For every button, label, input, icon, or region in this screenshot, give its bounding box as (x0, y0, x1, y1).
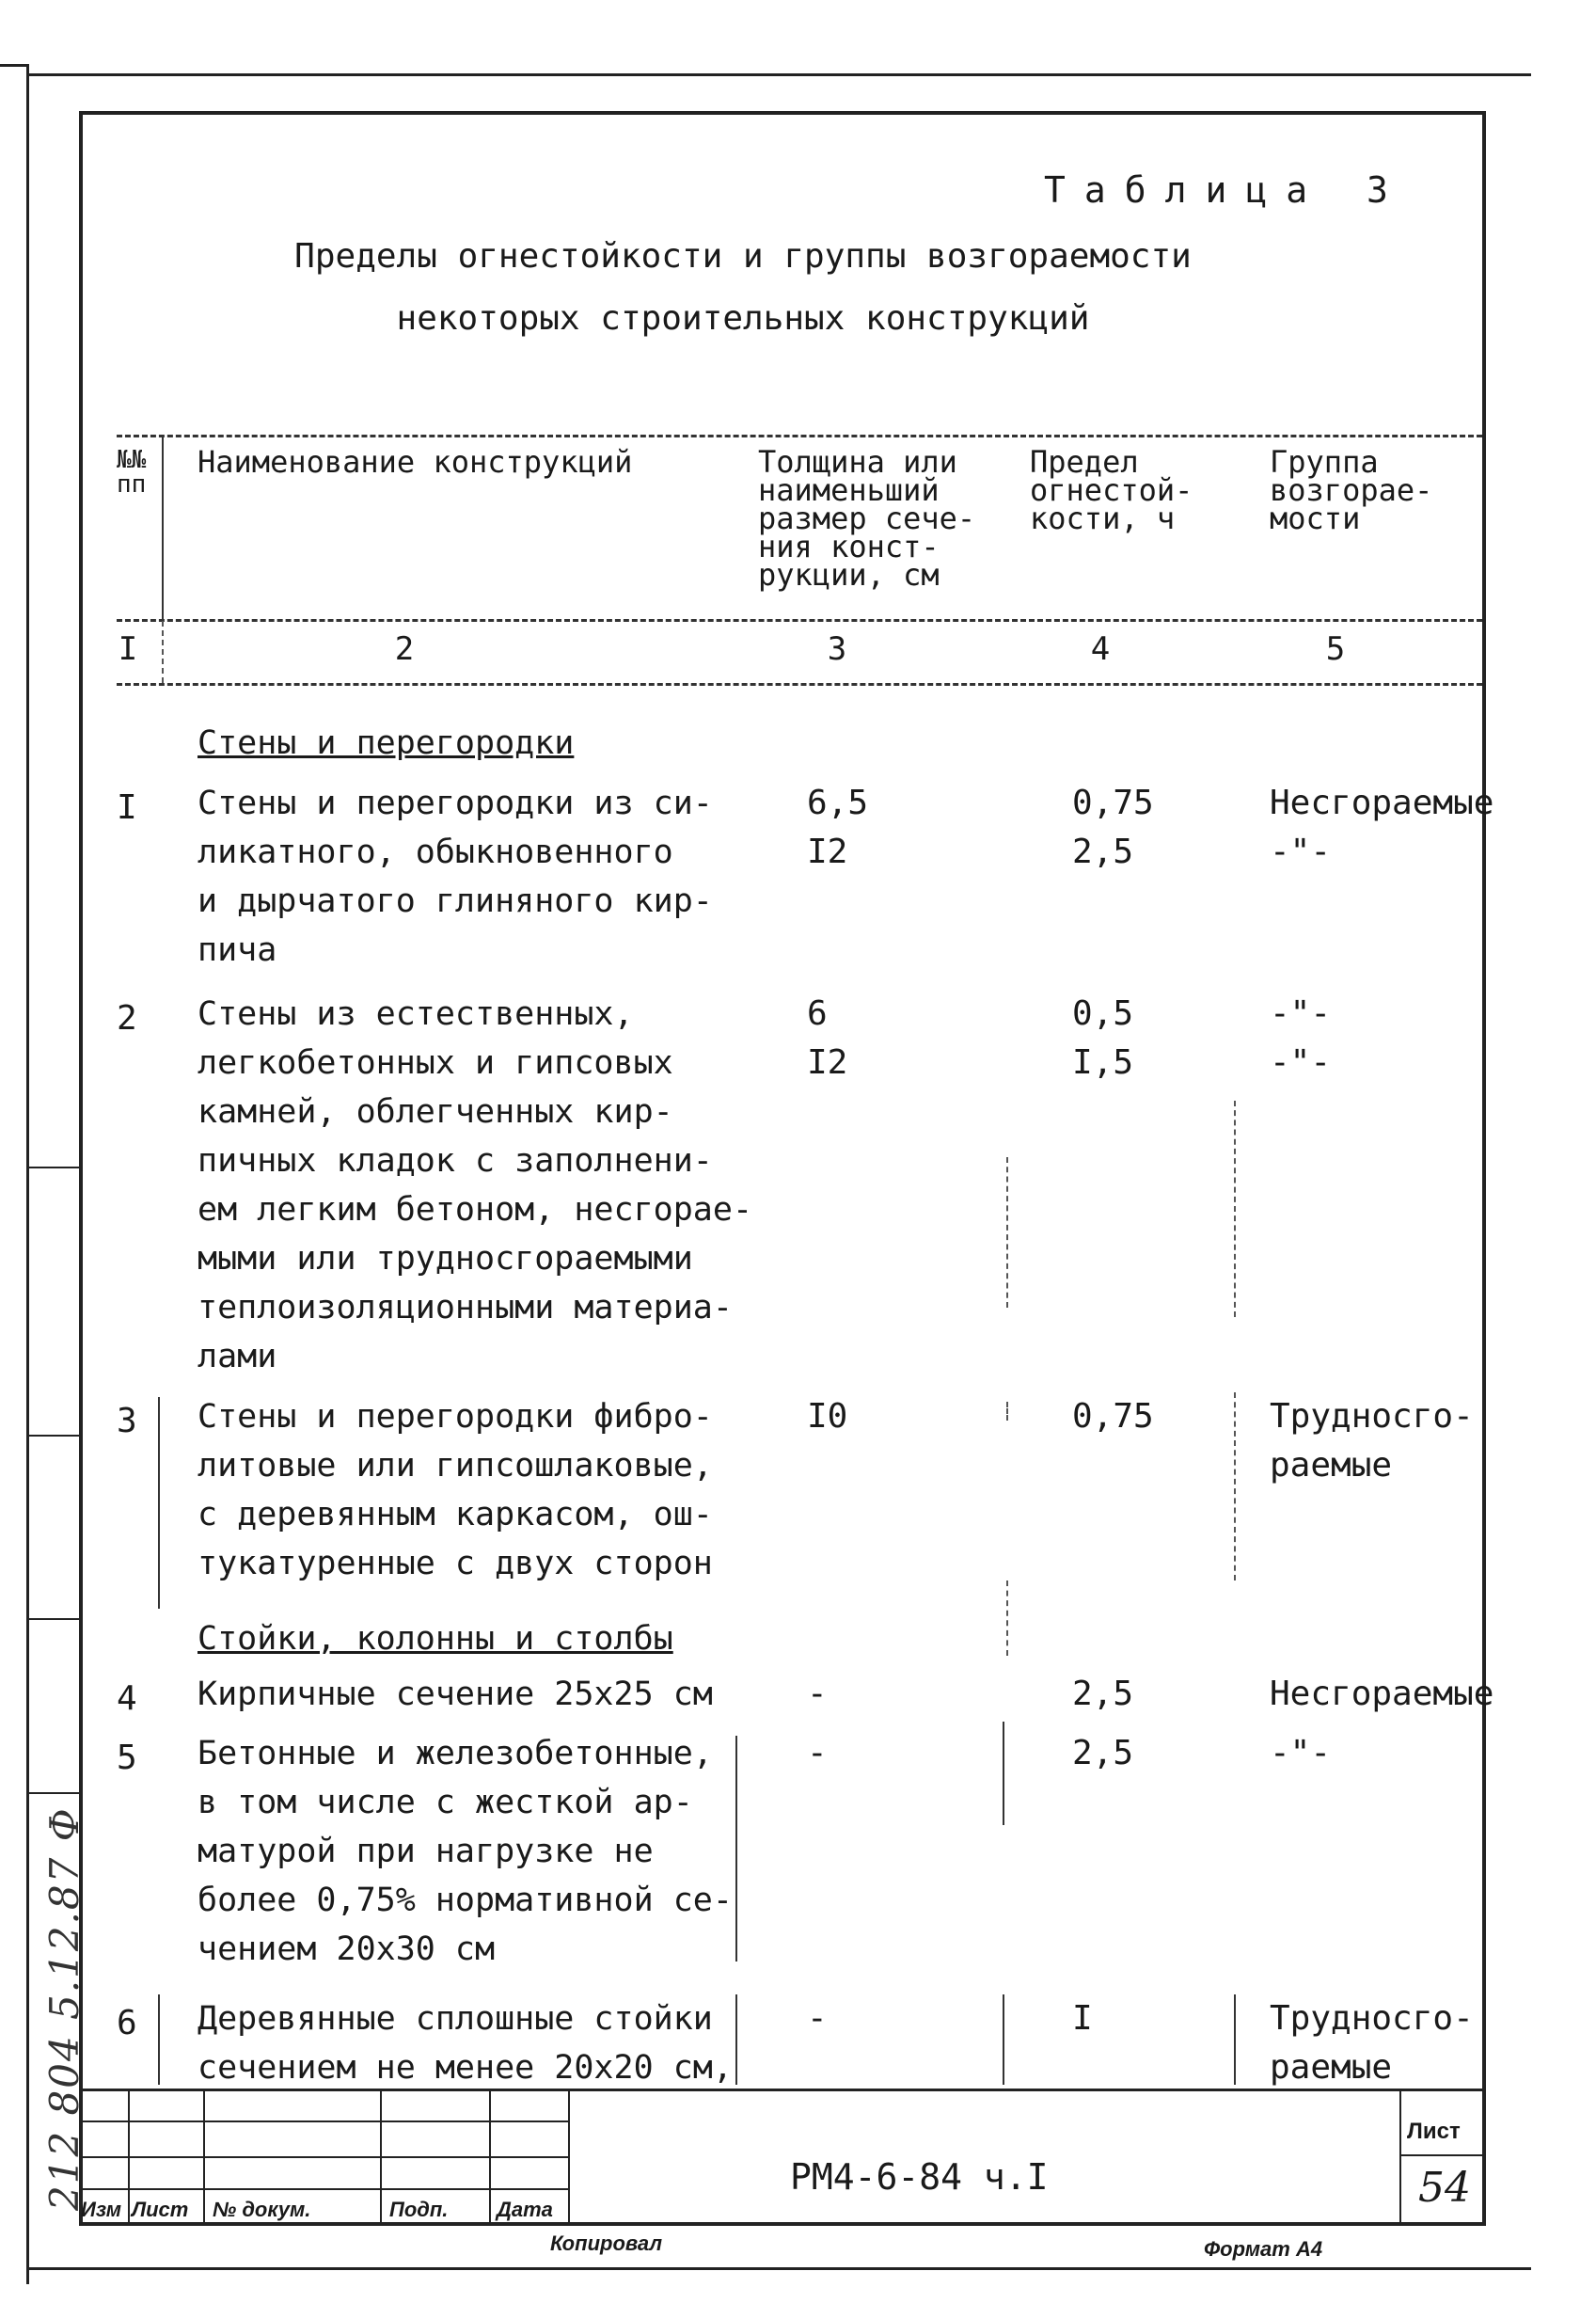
row-name: Деревянные сплошные стойки сечением не менее 20х20 см, (198, 2000, 733, 2087)
row-combustibility: Трудносго- раемые (1270, 1397, 1474, 1485)
column-header-name: Наименование конструкций (198, 444, 633, 480)
row-name: Стены и перегородки из си- ликатного, обыкновенного и дырчатого глиняного кир- пича (198, 785, 713, 969)
header-col-divider (162, 621, 164, 683)
table-title-line2: некоторых строительных конструкций (396, 299, 1090, 338)
table-title-line1: Пределы огнестойкости и группы возгораемости (294, 237, 1192, 276)
title-block-rule (79, 2120, 568, 2122)
column-number-2: 2 (394, 630, 415, 668)
row-name: Стены из естественных, легкобетонных и гипсовых камней, облегченных кир- пичных кладок с заполнени- ем легким бетоном, несгорае- мыми или трудносгораемыми теплоизоляционными материа- лами (198, 995, 753, 1375)
row-combustibility: Трудносго- раемые (1270, 1999, 1474, 2087)
stamp-col-sheet: Лист (132, 2198, 189, 2221)
title-block-divider (568, 2089, 570, 2226)
row-number: 5 (117, 1739, 137, 1777)
stamp-col-document: № докум. (213, 2198, 311, 2221)
column-header-thickness: Толщина или наименьший размер сече- ния конст- рукции, см (758, 444, 976, 593)
row-fire-limit: 2,5 (1072, 1675, 1134, 1713)
row-fire-limit: 0,75 (1072, 1397, 1154, 1436)
header-mid-rule (117, 619, 1482, 622)
stamp-col-change: Изм (81, 2198, 122, 2221)
header-top-rule (117, 435, 1482, 437)
binding-rule (26, 1167, 79, 1168)
row-number: I (117, 788, 137, 827)
row-name: Бетонные и железобетонные, в том числе с жесткой ар- матурой при нагрузке не более 0,75% нормативной се- чением 20х30 см (198, 1735, 733, 1968)
frame-top-rule (26, 73, 1531, 76)
column-divider (1006, 1402, 1008, 1421)
row-combustibility: Несгораемые (1270, 1675, 1494, 1713)
row-thickness: - (807, 1675, 828, 1713)
title-block-divider (128, 2089, 130, 2226)
row-combustibility: -"- -"- (1270, 994, 1332, 1082)
column-divider (1006, 1580, 1008, 1656)
row-combustibility: -"- (1270, 1734, 1332, 1772)
row-name: Стены и перегородки фибро- литовые или гипсошлаковые, с деревянным каркасом, ош- тукатуренные с двух сторон (198, 1398, 713, 1582)
column-divider (1003, 1994, 1004, 2085)
binding-rule (26, 1792, 79, 1794)
column-number-3: 3 (827, 630, 847, 668)
column-divider (158, 1397, 160, 1609)
row-number: 6 (117, 2004, 137, 2042)
column-divider (1234, 1392, 1236, 1580)
column-divider (1006, 1157, 1008, 1308)
header-col-divider (162, 435, 164, 619)
row-fire-limit: 0,75 2,5 (1072, 784, 1154, 871)
section-title-walls: Стены и перегородки (198, 724, 575, 762)
row-thickness: - (807, 1734, 828, 1772)
row-combustibility: Несгораемые -"- (1270, 784, 1494, 871)
row-number: 4 (117, 1679, 137, 1718)
row-number: 3 (117, 1402, 137, 1440)
column-divider (158, 1994, 160, 2085)
row-number: 2 (117, 999, 137, 1038)
stamp-col-signature: Подп. (389, 2198, 449, 2221)
side-handwritten-inscription: 212 804 5.12.87 Ф (41, 1806, 87, 2211)
binding-rule (26, 1618, 79, 1620)
section-title-columns: Стойки, колонны и столбы (198, 1620, 673, 1658)
column-number-4: 4 (1090, 630, 1111, 668)
column-header-combustibility: Группа возгорае- мости (1270, 444, 1433, 536)
format-label: Формат А4 (1204, 2237, 1323, 2261)
sheet-number: 54 (1418, 2164, 1471, 2212)
column-divider (1234, 1994, 1236, 2085)
sheet-label: Лист (1407, 2119, 1461, 2144)
title-block-rule (1399, 2154, 1486, 2156)
column-number-5: 5 (1325, 630, 1346, 668)
title-block-divider (203, 2089, 205, 2226)
column-divider (1003, 1722, 1004, 1825)
binding-rule (26, 1435, 79, 1437)
row-thickness: I0 (807, 1397, 848, 1436)
row-fire-limit: I (1072, 1999, 1093, 2038)
row-thickness: - (807, 1999, 828, 2038)
column-header-fire-limit: Предел огнестой- кости, ч (1030, 444, 1193, 536)
title-block-divider (380, 2089, 382, 2226)
row-thickness: 6 I2 (807, 994, 848, 1082)
bottom-rule (26, 2267, 1531, 2270)
table-label: Таблица 3 (1044, 169, 1407, 211)
stamp-col-date: Дата (497, 2198, 553, 2221)
row-thickness: 6,5 I2 (807, 784, 869, 871)
column-divider (735, 1736, 737, 1962)
row-fire-limit: 0,5 I,5 (1072, 994, 1134, 1082)
title-block-rule (79, 2188, 568, 2190)
row-fire-limit: 2,5 (1072, 1734, 1134, 1772)
column-number-1: I (118, 630, 138, 668)
title-block-rule (79, 2156, 568, 2158)
row-name: Кирпичные сечение 25х25 см (198, 1676, 713, 1713)
title-block-divider (489, 2089, 491, 2226)
frame-left-edge (26, 64, 29, 2284)
title-block-divider (1399, 2089, 1401, 2226)
header-bottom-rule (117, 683, 1482, 686)
column-divider (1234, 1101, 1236, 1317)
frame-left-tick (0, 64, 28, 67)
document-code: РМ4-6-84 ч.I (790, 2156, 1049, 2198)
column-divider (735, 1994, 737, 2085)
copied-by-label: Копировал (550, 2232, 663, 2255)
column-header-number: №№ пп (117, 446, 147, 499)
